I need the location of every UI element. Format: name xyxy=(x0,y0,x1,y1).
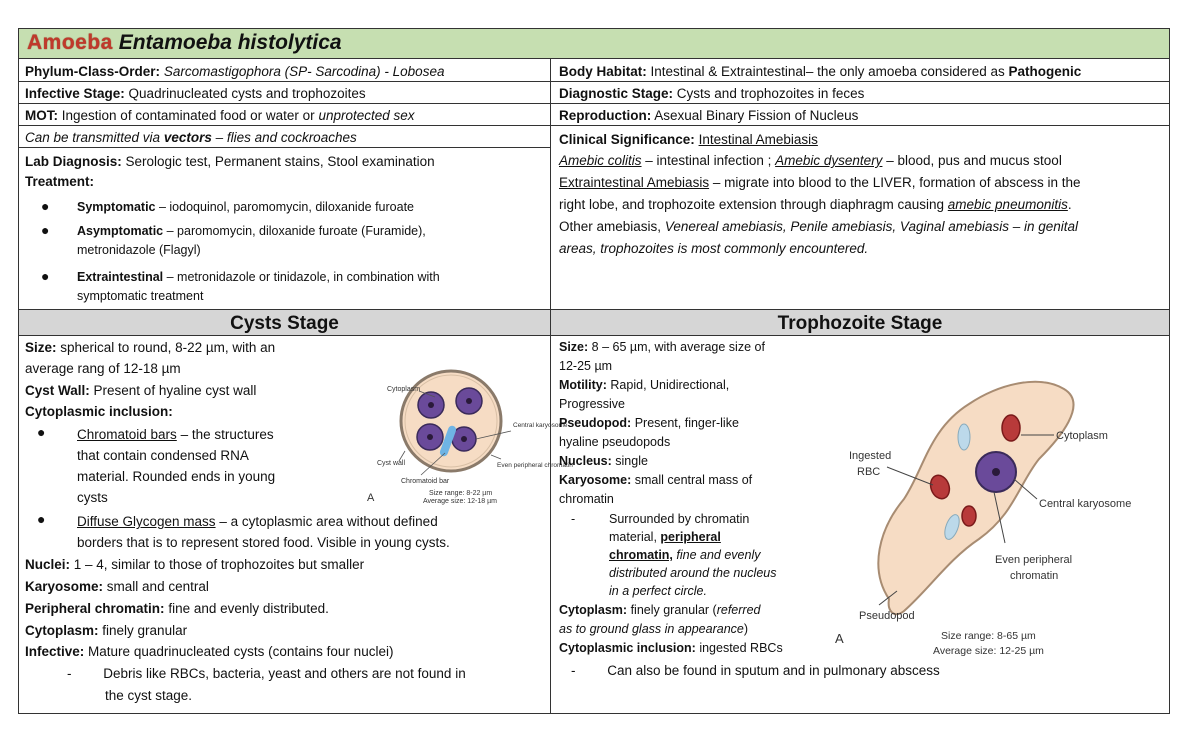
cyst-karyosome-value: small and central xyxy=(106,579,209,594)
bullet-icon: ● xyxy=(37,424,46,440)
mot-value: Ingestion of contaminated food or water or xyxy=(61,108,315,123)
rbc-shape xyxy=(1002,415,1020,441)
tropho-karyosome-dot xyxy=(992,468,1000,476)
tropho-size-value-1: 8 – 65 µm, with average size of xyxy=(591,340,765,354)
tropho-nucleus-label: Nucleus: xyxy=(559,454,612,468)
tropho-karyosome-value-1: small central mass of xyxy=(634,473,753,487)
vacuole-shape xyxy=(958,424,970,450)
clinical-row xyxy=(559,130,1167,149)
cyst-infective xyxy=(25,642,545,661)
habitat-bold: Pathogenic xyxy=(1008,64,1082,79)
colitis-term: Amebic colitis xyxy=(559,153,642,168)
tropho-motility-label: Motility: xyxy=(559,378,607,392)
cyst-peripheral-label: Peripheral chromatin: xyxy=(25,601,165,616)
fig-cytoplasm-label: Cytoplasm xyxy=(387,386,421,393)
cyst-illustration xyxy=(351,355,573,505)
cyst-karyosome-dot xyxy=(427,434,433,440)
chromatoid-item xyxy=(77,425,367,444)
tropho-fig-rbc: RBC xyxy=(857,466,881,478)
tropho-cytoplasm-cont xyxy=(559,621,819,638)
colitis-row xyxy=(559,151,1167,170)
habitat-value: Intestinal & Extraintestinal– the only amoeba considered as xyxy=(650,64,1005,79)
tropho-fig-average-size: Average size: 12-25 µm xyxy=(933,645,1044,657)
reproduction-value: Asexual Binary Fission of Nucleus xyxy=(654,108,859,123)
tropho-cytoplasm-label: Cytoplasm: xyxy=(559,603,628,617)
tropho-pseudopod-value-1: Present, finger-like xyxy=(634,416,739,430)
tropho-sputum-text: Can also be found in sputum and in pulmonary abscess xyxy=(607,663,940,678)
tropho-fig-ingested: Ingested xyxy=(849,450,892,462)
diagnostic-row xyxy=(559,84,1167,103)
fig-cyst-wall-label: Cyst wall xyxy=(377,460,406,467)
asymptomatic-value-1: – paromomycin, diloxanide furoate (Furamide), xyxy=(166,224,426,238)
tropho-cytoplasm-italic-2: as to ground glass in appearance xyxy=(559,622,744,636)
asymptomatic-value-2: metronidazole (Flagyl) xyxy=(77,243,201,257)
tropho-size xyxy=(559,339,819,356)
mot-italic: unprotected sex xyxy=(318,108,415,123)
other-amebiasis-cont xyxy=(559,239,1167,258)
asymptomatic-item-cont xyxy=(77,242,547,259)
other-pre: Other amebiasis, xyxy=(559,219,662,234)
clinical-label: Clinical Significance: xyxy=(559,132,695,147)
fig-average-size: Average size: 12-18 µm xyxy=(423,498,497,505)
vectors-pre: Can be transmitted via xyxy=(25,130,161,145)
tropho-motility-cont: Progressive xyxy=(559,397,625,411)
tropho-fig-even-peripheral-2: chromatin xyxy=(1010,570,1059,582)
bullet-icon: ● xyxy=(41,268,50,284)
cyst-size xyxy=(25,338,355,357)
title-species: Entamoeba histolytica xyxy=(118,31,342,54)
tropho-pseudopod-cont: hyaline pseudopods xyxy=(559,435,671,449)
trophozoite-stage-header: Trophozoite Stage xyxy=(551,309,1169,336)
column-divider xyxy=(550,59,551,714)
cyst-debris-1: Debris like RBCs, bacteria, yeast and others are not found in xyxy=(103,666,466,681)
cyst-wall xyxy=(25,381,355,400)
asymptomatic-label: Asymptomatic xyxy=(77,224,164,238)
symptomatic-item xyxy=(77,199,547,216)
cyst-nuclei-label: Nuclei: xyxy=(25,557,71,572)
tropho-size-cont: 12-25 µm xyxy=(559,359,613,373)
extra-amebiasis-term: Extraintestinal Amebiasis xyxy=(559,175,710,190)
diagnostic-label: Diagnostic Stage: xyxy=(559,86,674,101)
cyst-inclusion-label: Cytoplasmic inclusion: xyxy=(25,404,173,419)
tropho-inclusion-label: Cytoplasmic inclusion: xyxy=(559,641,696,655)
title-genus: Amoeba xyxy=(27,31,113,54)
clinical-value: Intestinal Amebiasis xyxy=(698,132,818,147)
tropho-surround-2-row xyxy=(609,529,819,546)
tropho-surround-1: Surrounded by chromatin xyxy=(609,512,750,526)
tropho-surround-2: material, xyxy=(609,530,657,544)
tropho-surround-5: distributed around the nucleus xyxy=(609,566,777,580)
cyst-karyosome xyxy=(25,577,545,596)
tropho-pseudopod-label: Pseudopod: xyxy=(559,416,632,430)
tropho-size-label: Size: xyxy=(559,340,589,354)
cyst-nuclei xyxy=(25,555,545,574)
extraintestinal-value-1: – metronidazole or tinidazole, in combination with xyxy=(166,270,440,284)
cyst-peripheral xyxy=(25,599,545,618)
trophozoite-illustration xyxy=(809,349,1165,657)
rbc-shape xyxy=(962,506,976,526)
phylum-label: Phylum-Class-Order: xyxy=(25,64,161,79)
glycogen-label: Diffuse Glycogen mass xyxy=(77,514,216,529)
extra-desc-2: right lobe, and trophozoite extension through diaphragm causing xyxy=(559,197,945,212)
tropho-fig-even-peripheral-1: Even peripheral xyxy=(995,554,1073,566)
bullet-icon: ● xyxy=(41,222,50,238)
title-bar xyxy=(19,29,1169,59)
notes-table xyxy=(18,28,1170,714)
bullet-icon: ● xyxy=(37,511,46,527)
fig-size-range: Size range: 8-22 µm xyxy=(429,490,493,497)
cysts-stage-header: Cysts Stage xyxy=(19,309,550,336)
colitis-desc: – intestinal infection ; xyxy=(645,153,772,168)
tropho-sputum xyxy=(571,661,1161,680)
reproduction-label: Reproduction: xyxy=(559,108,652,123)
cyst-karyosome-dot xyxy=(461,436,467,442)
tropho-fig-pseudopod: Pseudopod xyxy=(859,610,915,622)
extra-amebiasis-cont xyxy=(559,195,1167,214)
dysentery-desc: – blood, pus and mucus stool xyxy=(886,153,1062,168)
row-divider xyxy=(19,125,1169,126)
lab-diagnosis xyxy=(25,152,545,171)
tropho-motility-value-1: Rapid, Unidirectional, xyxy=(610,378,730,392)
cyst-karyosome-dot xyxy=(466,398,472,404)
vectors-row xyxy=(25,128,545,147)
chromatoid-cont-3: cysts xyxy=(77,490,108,505)
cyst-cytoplasm-value: finely granular xyxy=(102,623,188,638)
fig-central-karyosome-label: Central karyosome xyxy=(513,422,568,429)
tropho-surround-6: in a perfect circle. xyxy=(609,584,707,598)
row-divider xyxy=(19,81,1169,82)
glycogen-cont: borders that is to represent stored food. Visible in young cysts. xyxy=(77,535,450,550)
tropho-cytoplasm-value-1: finely granular ( xyxy=(630,603,717,617)
tropho-cytoplasm xyxy=(559,602,819,619)
tropho-cytoplasm-end: ) xyxy=(743,622,749,636)
extra-desc-1: – migrate into blood to the LIVER, formation of abscess in the xyxy=(712,175,1081,190)
cyst-wall-label: Cyst Wall: xyxy=(25,383,90,398)
tropho-karyosome-label: Karyosome: xyxy=(559,473,632,487)
tropho-surround-bold: peripheral xyxy=(660,530,721,544)
other-italic-1: Venereal amebiasis, Penile amebiasis, Vaginal amebiasis – in genital xyxy=(664,219,1079,234)
lab-label: Lab Diagnosis: xyxy=(25,154,122,169)
dysentery-term: Amebic dysentery xyxy=(775,153,883,168)
dash-marker: - xyxy=(67,666,72,681)
tropho-motility xyxy=(559,377,819,394)
extraintestinal-item xyxy=(77,269,547,286)
row-divider xyxy=(19,147,550,148)
glycogen-item xyxy=(77,512,547,531)
tropho-pseudopod xyxy=(559,415,819,432)
symptomatic-value: – iodoquinol, paromomycin, diloxanide furoate xyxy=(158,200,415,214)
tropho-surround-3-row xyxy=(609,547,819,564)
tropho-inclusion-value: ingested RBCs xyxy=(699,641,783,655)
infective-value: Quadrinucleated cysts and trophozoites xyxy=(128,86,366,101)
cyst-size-label: Size: xyxy=(25,340,57,355)
tropho-nucleus-value: single xyxy=(615,454,648,468)
dash-marker: - xyxy=(571,663,576,678)
mot-row xyxy=(25,106,545,125)
infective-row xyxy=(25,84,545,103)
dash-marker: - xyxy=(571,512,576,526)
bullet-icon: ● xyxy=(41,198,50,214)
phylum-value: Sarcomastigophora (SP- Sarcodina) - Lobosea xyxy=(163,64,445,79)
cyst-infective-label: Infective: xyxy=(25,644,85,659)
fig-letter: A xyxy=(367,492,375,504)
tropho-surround-4: fine and evenly xyxy=(676,548,761,562)
reproduction-row xyxy=(559,106,1167,125)
tropho-nucleus xyxy=(559,453,819,470)
cyst-infective-value: Mature quadrinucleated cysts (contains four nuclei) xyxy=(88,644,394,659)
chromatoid-cont-2: material. Rounded ends in young xyxy=(77,469,276,484)
pneumonitis-term: amebic pneumonitis xyxy=(947,197,1068,212)
tropho-fig-size-range: Size range: 8-65 µm xyxy=(941,630,1036,642)
vectors-post: – flies and cockroaches xyxy=(215,130,357,145)
cyst-size-value-2: average rang of 12-18 µm xyxy=(25,361,181,376)
extraintestinal-label: Extraintestinal xyxy=(77,270,164,284)
row-divider xyxy=(19,103,1169,104)
chromatoid-label: Chromatoid bars xyxy=(77,427,177,442)
fig-chromatoid-label: Chromatoid bar xyxy=(401,478,450,485)
habitat-row xyxy=(559,62,1167,81)
extra-amebiasis-row xyxy=(559,173,1167,192)
tropho-fig-letter: A xyxy=(835,631,844,646)
treatment-heading xyxy=(25,172,225,191)
cyst-size-cont xyxy=(25,359,355,378)
other-italic-2: areas, trophozoites is most commonly encountered. xyxy=(559,241,869,256)
fig-even-peripheral-label: Even peripheral chromatin xyxy=(497,462,573,469)
extraintestinal-item-cont xyxy=(77,288,547,305)
phylum-row xyxy=(25,62,545,81)
chromatoid-1: – the structures xyxy=(180,427,274,442)
tropho-karyosome-cont: chromatin xyxy=(559,492,614,506)
pneumonitis-end: . xyxy=(1067,197,1072,212)
mot-label: MOT: xyxy=(25,108,58,123)
treatment-label: Treatment: xyxy=(25,174,95,189)
infective-label: Infective Stage: xyxy=(25,86,125,101)
tropho-karyosome xyxy=(559,472,819,489)
asymptomatic-item xyxy=(77,223,547,240)
cyst-karyosome-dot xyxy=(428,402,434,408)
cyst-cytoplasm xyxy=(25,621,545,640)
cyst-nuclei-value: 1 – 4, similar to those of trophozoites but smaller xyxy=(73,557,365,572)
extraintestinal-value-2: symptomatic treatment xyxy=(77,289,204,303)
chromatoid-cont-1: that contain condensed RNA xyxy=(77,448,249,463)
habitat-label: Body Habitat: xyxy=(559,64,647,79)
diagnostic-value: Cysts and trophozoites in feces xyxy=(676,86,865,101)
cyst-size-value-1: spherical to round, 8-22 µm, with an xyxy=(60,340,276,355)
tropho-fig-cytoplasm: Cytoplasm xyxy=(1056,430,1108,442)
tropho-surround-3: chromatin, xyxy=(609,548,673,562)
cyst-wall-value: Present of hyaline cyst wall xyxy=(93,383,257,398)
cyst-peripheral-value: fine and evenly distributed. xyxy=(168,601,329,616)
cyst-karyosome-label: Karyosome: xyxy=(25,579,104,594)
cyst-debris-cont: the cyst stage. xyxy=(105,688,193,703)
cyst-cytoplasm-label: Cytoplasm: xyxy=(25,623,99,638)
symptomatic-label: Symptomatic xyxy=(77,200,156,214)
glycogen-1: – a cytoplasmic area without defined xyxy=(219,514,438,529)
tropho-fig-central-karyosome: Central karyosome xyxy=(1039,498,1132,510)
other-amebiasis-row xyxy=(559,217,1167,236)
vectors-bold: vectors xyxy=(163,130,212,145)
cyst-inclusion xyxy=(25,402,355,421)
tropho-cytoplasm-italic-1: referred xyxy=(716,603,761,617)
lab-value: Serologic test, Permanent stains, Stool examination xyxy=(125,154,435,169)
cyst-debris xyxy=(67,664,547,683)
